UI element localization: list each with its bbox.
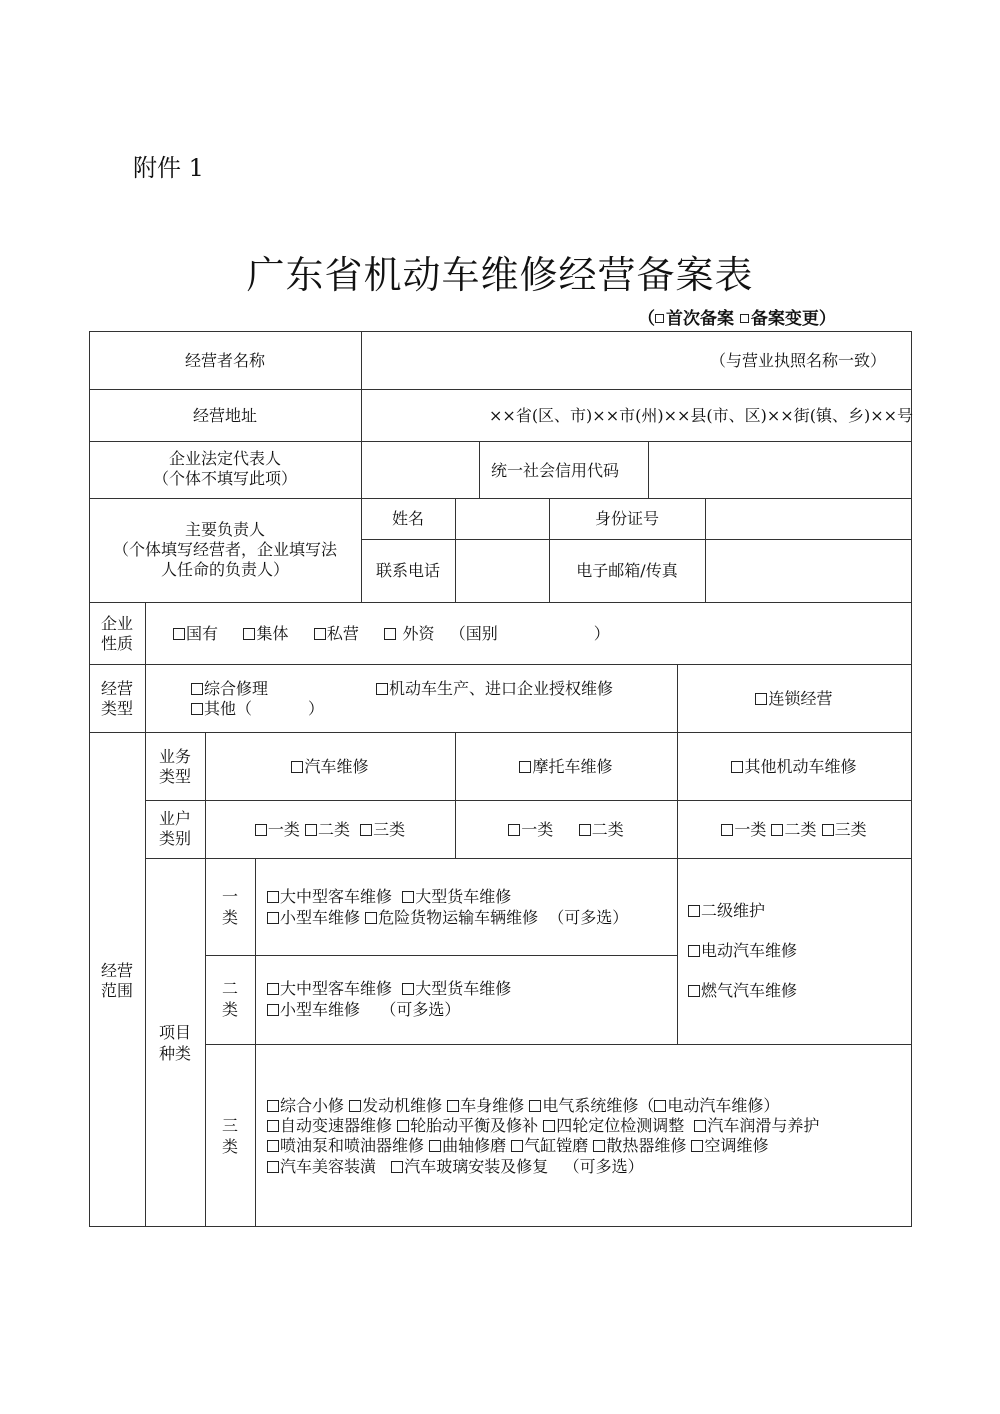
ac-repair-label: 空调维修 — [704, 1136, 769, 1155]
auto-repair-option — [205, 756, 455, 777]
tire-balance-label: 轮胎动平衡及修补 — [410, 1116, 539, 1135]
foreign-label: 外资 — [397, 624, 435, 643]
authorized-repair-label: 机动车生产、进口企业授权维修 — [389, 679, 614, 698]
moto-class-options — [455, 819, 677, 840]
other-class3-checkbox[interactable] — [822, 824, 834, 836]
crankshaft-label: 曲轴修磨 — [442, 1136, 507, 1155]
country-label: （国别 — [449, 624, 498, 643]
service-type-label: 类型 — [158, 767, 191, 786]
id-number-label: 身份证号 — [594, 509, 659, 528]
email-fax-label: 电子邮箱/传真 — [576, 561, 678, 580]
secondary-maintenance-option — [688, 900, 765, 921]
lubrication-checkbox[interactable] — [694, 1120, 706, 1132]
multi-select-note: （可多选） — [380, 1000, 461, 1019]
radiator-repair-checkbox[interactable] — [593, 1140, 605, 1152]
class1-bus-label: 大中型客车维修 — [280, 887, 393, 906]
legal-rep-label: 企业法定代表人 — [168, 449, 281, 468]
radiator-repair-label: 散热器维修 — [606, 1136, 687, 1155]
credit-code-field[interactable] — [649, 442, 911, 498]
comprehensive-repair-checkbox[interactable] — [191, 683, 203, 695]
detailing-label: 汽车美容装潢 — [280, 1157, 377, 1176]
chain-operation-option — [677, 688, 911, 709]
auto-class1-checkbox[interactable] — [255, 824, 267, 836]
rule — [255, 858, 256, 1227]
authorized-repair-checkbox[interactable] — [376, 683, 388, 695]
authorized-repair-option — [376, 678, 613, 699]
other-vehicle-repair-label: 其他机动车维修 — [744, 757, 857, 776]
moto-class2-checkbox[interactable] — [579, 824, 591, 836]
comprehensive-repair-option — [191, 678, 268, 699]
ev-repair-label: 电动汽车维修 — [701, 941, 798, 960]
class1-line2 — [267, 907, 628, 928]
rule — [145, 602, 146, 1227]
auto-class3-checkbox[interactable] — [360, 824, 372, 836]
other-type-label: 其他（ — [204, 699, 253, 718]
auto-class-options — [205, 819, 455, 840]
principal-note: 人任命的负责人） — [160, 560, 289, 579]
class2-small-car-label: 小型车维修 — [280, 1000, 361, 1019]
rule — [89, 732, 912, 733]
injector-repair-checkbox[interactable] — [267, 1140, 279, 1152]
address-label: 经营地址 — [192, 406, 257, 425]
class1-label: 一类 — [734, 820, 767, 839]
category-label: 业户 — [158, 809, 191, 828]
rule — [89, 664, 912, 665]
change-record-label: 备案变更 — [750, 309, 819, 329]
class1-hazmat-label: 危险货物运输车辆维修 — [378, 908, 539, 927]
cylinder-boring-checkbox[interactable] — [511, 1140, 523, 1152]
record-type-open: （ — [638, 309, 655, 329]
class2-row-label: 二 — [221, 979, 238, 998]
crankshaft-checkbox[interactable] — [429, 1140, 441, 1152]
chain-operation-label: 连锁经营 — [768, 689, 833, 708]
address-field[interactable]: ××省(区、市)××市(州)××县(市、区)××街(镇、乡)××号 — [489, 406, 914, 425]
body-repair-label: 车身维修 — [460, 1096, 525, 1115]
first-record-label: 首次备案 — [666, 309, 734, 329]
motorcycle-repair-checkbox[interactable] — [519, 761, 531, 773]
class1-small-car-checkbox[interactable] — [267, 912, 279, 924]
minor-repair-label: 综合小修 — [280, 1096, 345, 1115]
moto-class1-checkbox[interactable] — [508, 824, 520, 836]
class2-truck-label: 大型货车维修 — [415, 979, 512, 998]
class3-line1 — [267, 1095, 779, 1116]
private-checkbox[interactable] — [314, 628, 326, 640]
multi-select-note: （可多选） — [563, 1157, 644, 1176]
other-vehicle-repair-option — [677, 756, 911, 777]
form-title: 广东省机动车维修经营备案表 — [246, 253, 754, 297]
nature-label: 性质 — [100, 634, 133, 653]
item-type-label: 项目 — [158, 1023, 191, 1042]
chain-operation-checkbox[interactable] — [755, 693, 767, 705]
record-type-close: ） — [818, 309, 836, 329]
gas-vehicle-repair-option — [688, 980, 797, 1001]
class2-bus-checkbox[interactable] — [267, 983, 279, 995]
class2-line1 — [267, 978, 511, 999]
operator-name-note: （与营业执照名称一致） — [710, 351, 887, 370]
other-type-close: ） — [308, 699, 325, 718]
motorcycle-repair-label: 摩托车维修 — [532, 757, 613, 776]
class1-small-car-label: 小型车维修 — [280, 908, 361, 927]
rule — [479, 441, 480, 499]
class1-truck-label: 大型货车维修 — [415, 887, 512, 906]
email-fax-field[interactable] — [706, 540, 911, 602]
class1-truck-checkbox[interactable] — [402, 891, 414, 903]
class3-ev-repair-checkbox[interactable] — [654, 1100, 666, 1112]
class2-label: 二类 — [317, 820, 350, 839]
class2-label: 二类 — [784, 820, 817, 839]
class2-truck-checkbox[interactable] — [402, 983, 414, 995]
multi-select-note: （可多选） — [548, 908, 629, 927]
engine-repair-checkbox[interactable] — [349, 1100, 361, 1112]
injector-repair-label: 喷油泵和喷油器维修 — [280, 1136, 425, 1155]
class1-line1 — [267, 886, 511, 907]
item-type-label: 种类 — [158, 1044, 191, 1063]
gas-vehicle-repair-checkbox[interactable] — [688, 985, 700, 997]
glass-repair-checkbox[interactable] — [391, 1161, 403, 1173]
legal-rep-field[interactable] — [362, 442, 479, 498]
rule — [911, 331, 912, 1227]
biz-type-label: 经营 — [100, 679, 133, 698]
secondary-maintenance-checkbox[interactable] — [688, 905, 700, 917]
class2-small-car-checkbox[interactable] — [267, 1004, 279, 1016]
secondary-maintenance-label: 二级维护 — [701, 901, 766, 920]
motorcycle-repair-option — [455, 756, 677, 777]
rule — [89, 1226, 912, 1227]
other-vehicle-repair-checkbox[interactable] — [731, 761, 743, 773]
class1-label: 一类 — [521, 820, 554, 839]
legal-rep-note: （个体不填写此项） — [152, 469, 297, 488]
class2-row-label: 类 — [221, 1000, 238, 1019]
record-type-options — [638, 304, 836, 329]
nature-label: 企业 — [100, 614, 133, 633]
foreign-checkbox[interactable] — [384, 628, 396, 640]
principal-label: 主要负责人 — [184, 520, 265, 539]
state-owned-checkbox[interactable] — [173, 628, 185, 640]
class1-hazmat-checkbox[interactable] — [365, 912, 377, 924]
minor-repair-checkbox[interactable] — [267, 1100, 279, 1112]
auto-class2-checkbox[interactable] — [305, 824, 317, 836]
electrical-repair-checkbox[interactable] — [529, 1100, 541, 1112]
first-record-checkbox[interactable] — [655, 314, 664, 323]
scope-label: 经营 — [100, 961, 133, 980]
class3-line4 — [267, 1156, 644, 1177]
rule — [205, 1044, 912, 1045]
ev-repair-checkbox[interactable] — [688, 945, 700, 957]
id-number-field[interactable] — [706, 499, 911, 539]
glass-repair-label: 汽车玻璃安装及修复 — [404, 1157, 549, 1176]
name-label: 姓名 — [391, 509, 424, 528]
phone-field[interactable] — [456, 540, 549, 602]
ev-repair-option — [688, 940, 797, 961]
biz-type-label: 类型 — [100, 699, 133, 718]
other-type-checkbox[interactable] — [191, 703, 203, 715]
lubrication-label: 汽车润滑与养护 — [707, 1116, 820, 1135]
credit-code-label: 统一社会信用代码 — [491, 461, 620, 480]
class3-row-label: 类 — [221, 1137, 238, 1156]
class1-row-label: 类 — [221, 908, 238, 927]
other-type-option — [191, 698, 324, 719]
other-class1-checkbox[interactable] — [721, 824, 733, 836]
collective-checkbox[interactable] — [243, 628, 255, 640]
class1-row-label: 一 — [221, 887, 238, 906]
class3-label: 三类 — [834, 820, 867, 839]
name-field[interactable] — [456, 499, 549, 539]
tire-balance-checkbox[interactable] — [397, 1120, 409, 1132]
class2-line2 — [267, 999, 460, 1020]
alignment-checkbox[interactable] — [543, 1120, 555, 1132]
transmission-repair-checkbox[interactable] — [267, 1120, 279, 1132]
scope-label: 范围 — [100, 981, 133, 1000]
gas-vehicle-repair-label: 燃气汽车维修 — [701, 981, 798, 1000]
private-label: 私营 — [326, 624, 359, 643]
auto-repair-checkbox[interactable] — [291, 761, 303, 773]
detailing-checkbox[interactable] — [267, 1161, 279, 1173]
body-repair-checkbox[interactable] — [447, 1100, 459, 1112]
attachment-label: 附件 1 — [133, 154, 204, 182]
class3-row-label: 三 — [221, 1116, 238, 1135]
rule — [205, 955, 677, 956]
rule — [677, 732, 678, 1045]
principal-note: （个体填写经营者，企业填写法 — [112, 540, 337, 559]
rule — [145, 800, 912, 801]
class3-label: 三类 — [373, 820, 406, 839]
rule — [89, 602, 912, 603]
class3-ev-repair-label: 电动汽车维修） — [667, 1096, 780, 1115]
collective-label: 集体 — [256, 624, 289, 643]
auto-repair-label: 汽车维修 — [304, 757, 369, 776]
nature-options — [173, 623, 610, 644]
alignment-label: 四轮定位检测调整 — [556, 1116, 685, 1135]
class3-line2 — [267, 1115, 819, 1136]
rule — [145, 858, 912, 859]
category-label: 类别 — [158, 829, 191, 848]
rule — [89, 389, 912, 390]
engine-repair-label: 发动机维修 — [362, 1096, 443, 1115]
state-owned-label: 国有 — [186, 624, 219, 643]
cylinder-boring-label: 气缸镗磨 — [524, 1136, 589, 1155]
country-close: ） — [593, 624, 610, 643]
change-record-checkbox[interactable] — [740, 314, 749, 323]
ac-repair-checkbox[interactable] — [691, 1140, 703, 1152]
phone-label: 联系电话 — [375, 561, 440, 580]
class1-bus-checkbox[interactable] — [267, 891, 279, 903]
class2-label: 二类 — [591, 820, 624, 839]
service-type-label: 业务 — [158, 747, 191, 766]
electrical-repair-label: 电气系统维修（ — [542, 1096, 655, 1115]
other-class2-checkbox[interactable] — [771, 824, 783, 836]
class1-label: 一类 — [267, 820, 300, 839]
class2-bus-label: 大中型客车维修 — [280, 979, 393, 998]
comprehensive-repair-label: 综合修理 — [204, 679, 269, 698]
class3-line3 — [267, 1135, 768, 1156]
transmission-repair-label: 自动变速器维修 — [280, 1116, 393, 1135]
other-class-options — [677, 819, 911, 840]
operator-name-label: 经营者名称 — [184, 351, 265, 370]
